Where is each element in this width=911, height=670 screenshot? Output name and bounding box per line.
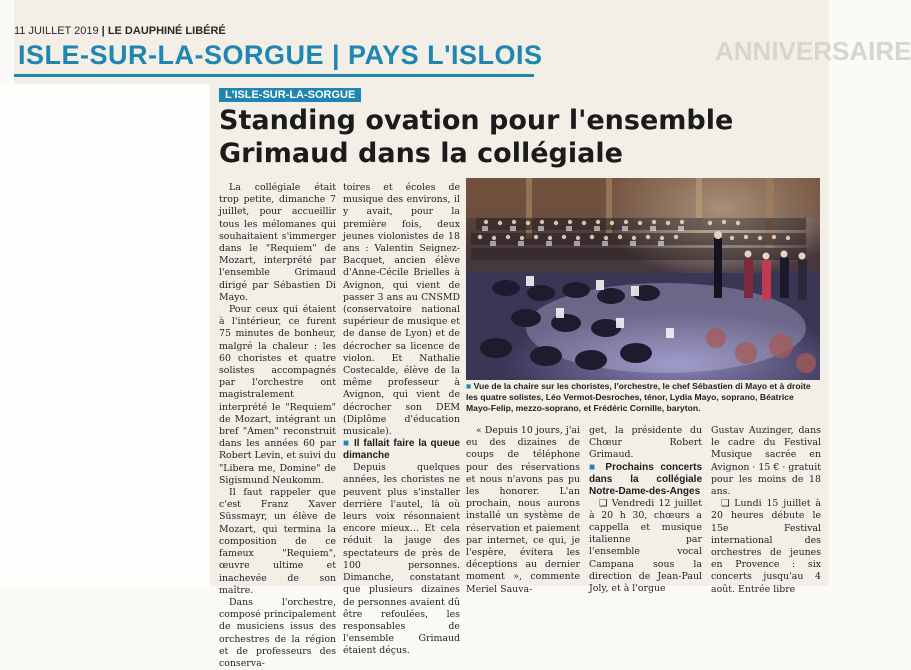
headline-line-2: Grimaud dans la collégiale bbox=[219, 138, 623, 169]
paragraph: Depuis quelques années, les choristes ne peuvent plus s'installer derrière l'autel, là où leurs voix résonnaient encore mieux… Et cela réduit la jauge des spectateurs de près de 100 personnes. Dimanche, constatant que plusieurs dizaines de personnes avaient dû être refoulées, les responsables de l'ensemble Grimaud étaient déçus. bbox=[343, 462, 460, 657]
article-column-3 bbox=[466, 425, 580, 596]
subhead-concerts: ■ Prochains concerts dans la collégiale Notre-Dame-des-Anges bbox=[589, 461, 703, 497]
dateline-paper: LE DAUPHINÉ LIBÉRÉ bbox=[107, 25, 226, 37]
next-page-heading: ANNIVERSAIRE bbox=[715, 36, 911, 66]
dateline-date: 11 JUILLET 2019 bbox=[14, 25, 99, 37]
dateline: 11 JUILLET 2019 | LE DAUPHINÉ LIBÉRÉ bbox=[14, 25, 226, 37]
article-kicker: L'ISLE-SUR-LA-SORGUE bbox=[219, 88, 361, 102]
section-banner bbox=[14, 38, 543, 76]
paragraph: La collégiale était trop petite, dimanche 7 juillet, pour accueillir tous les mélomanes qui souhaitaient s'immerger dans le "Requiem" de Mozart, interprété par l'ensemble Grimaud dirigé par Sébastien Di Mayo. bbox=[219, 182, 336, 303]
subhead-queue: ■ Il fallait faire la queue dimanche bbox=[343, 438, 460, 462]
article-column-4 bbox=[589, 425, 702, 595]
paragraph: Gustav Auzinger, dans le cadre du Festival Musique sacrée en Avignon · 15 € · gratuit pour les moins de 18 ans. bbox=[711, 425, 821, 498]
next-page-bleed bbox=[540, 20, 911, 75]
paragraph: Dans l'orchestre, composé principalement de musiciens issus des orchestres de la région et de professeurs des conserva- bbox=[219, 596, 336, 669]
banner-rule bbox=[14, 74, 534, 77]
concert-photo bbox=[466, 178, 820, 380]
article-column-5 bbox=[711, 425, 821, 596]
paragraph: Pour ceux qui étaient à l'intérieur, ce furent 75 minutes de bonheur, malgré la chaleur : les 60 choristes et quatre solistes accompagnés par l'orchestre ont magistralement interprété le "Requiem" de Mozart, intégrant un bref "Amen" reconstruit dans les années 60 par Robert Levin, et suivi du "Libera me, Domine" de Sigismund Neukomm. bbox=[219, 304, 337, 486]
paragraph: Il faut rappeler que c'est Franz Xaver Süssmayr, un élève de Mozart, qui termina la composition de ce fameux "Requiem", œuvre ultime et inachevée de son maître. bbox=[219, 487, 336, 596]
paragraph: get, la présidente du Chœur Robert Grimaud. bbox=[589, 425, 702, 461]
headline-line-1: Standing ovation pour l'ensemble bbox=[219, 105, 734, 136]
article-column-2 bbox=[343, 182, 460, 658]
page-margin bbox=[0, 84, 210, 586]
paragraph: ❑ Vendredi 12 juillet à 20 h 30, chœurs a cappella et musique italienne par l'ensemble vocal Campana sous la direction de Jean-Paul Joly, et à l'orgue bbox=[589, 497, 702, 595]
article-column-1 bbox=[219, 182, 336, 670]
paragraph: ❑ Lundi 15 juillet à 20 heures débute le 15e Festival international des orchestres de jeunes en Provence : six concerts jusqu'au 4 août. Entrée libre bbox=[711, 498, 821, 595]
paragraph: toires et écoles de musique des environs, il y avait, pour la première fois, deux jeunes violonistes de 18 ans : Valentin Seignez-Bacquet, ancien élève d'Anne-Cécile Brielles à Avignon, qui vient de passer 3 ans au CNSMD (conservatoire national supérieur de musique et de danse de Lyon) et de décrocher sa licence de violon. Et Nathalie Costecalde, élève de la même professeur à Avignon, qui vient de décrocher son DEM (Diplôme d'éducation musicale). bbox=[343, 182, 460, 438]
article-headline bbox=[219, 104, 819, 170]
section-banner-title: ISLE-SUR-LA-SORGUE | PAYS L'ISLOIS bbox=[18, 40, 543, 70]
photo-caption: ■ Vue de la chaire sur les choristes, l'orchestre, le chef Sébastien di Mayo et à droite les quatre solistes, Léo Vermot-Desroches, ténor, Lydia Mayo, soprano, Béatrice Mayo-Felip, mezzo-soprano, et Frédéric Cornille, baryton. bbox=[466, 381, 811, 413]
paragraph: « Depuis 10 jours, j'ai eu des dizaines de coups de téléphone pour des réservations et nous n'avons pas pu les honorer. L'an prochain, nous aurons installé un système de réservation et paiement par internet, ce qui, je l'espère, évitera les déceptions au dernier moment », commente Meriel Sauva- bbox=[466, 425, 580, 595]
